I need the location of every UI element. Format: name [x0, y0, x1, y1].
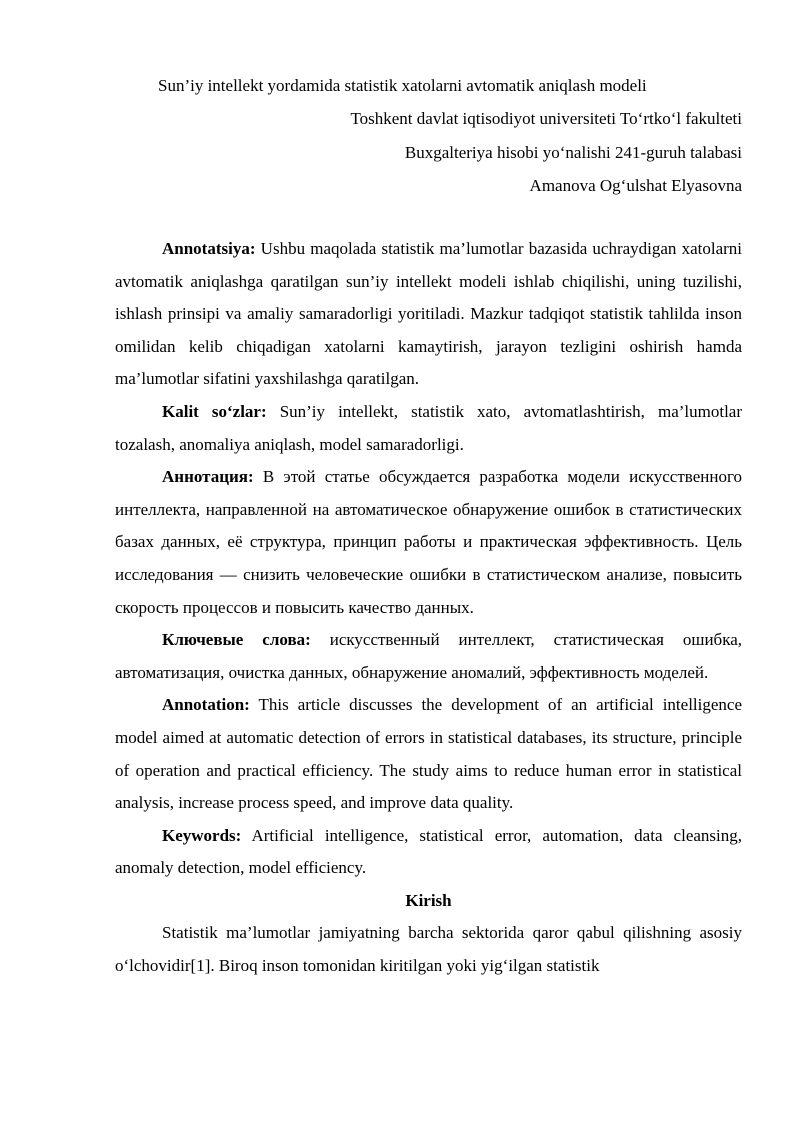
abstract-ru-label: Аннотация:: [162, 467, 254, 487]
abstract-en-text: This article discusses the development of an artificial intelligence model aimed at automatic detection of errors in statistical databases, its structure, principle of operation and practical efficiency. The study aims to reduce human error in statistical analysis, increase process speed, and improve data quality.: [115, 695, 742, 813]
keywords-ru-text: искусственный интеллект, статистическая ошибка, автоматизация, очистка данных, обнаружение аномалий, эффективность моделей.: [115, 630, 742, 682]
keywords-uz: [115, 396, 742, 461]
paper-title: Sun’iy intellekt yordamida statistik xatolarni avtomatik aniqlash modeli: [158, 76, 647, 95]
intro-paragraph: Statistik ma’lumotlar jamiyatning barcha sektorida qaror qabul qilishning asosiy o‘lchovidir[1]. Biroq inson tomonidan kiritilgan yoki yig‘ilgan statistik: [115, 923, 742, 976]
abstract-en: [115, 689, 742, 819]
abstract-en-label: Annotation:: [162, 695, 250, 715]
abstract-ru: [115, 461, 742, 624]
keywords-ru: [115, 624, 742, 689]
author-affiliation: Toshkent davlat iqtisodiyot universiteti To‘rtko‘l fakulteti: [350, 109, 742, 128]
abstract-uz-label: Annotatsiya:: [162, 239, 256, 258]
abstract-uz: [115, 233, 742, 396]
abstract-ru-text: В этой статье обсуждается разработка модели искусственного интеллекта, направленной на автоматическое обнаружение ошибок в статистических базах данных, её структура, принцип работы и практическая эффективность. Цель исследования — снизить человеческие ошибки в статистическом анализе, повысить скорость процессов и повысить качество данных.: [115, 467, 742, 617]
keywords-ru-label: Ключевые слова:: [162, 630, 311, 650]
section-heading-intro: Kirish: [405, 890, 452, 910]
keywords-uz-text: Sun’iy intellekt, statistik xato, avtomatlashtirish, ma’lumotlar tozalash, anomaliya aniqlash, model samaradorligi.: [115, 401, 742, 454]
paper-body: [115, 233, 742, 983]
keywords-en-label: Keywords:: [162, 825, 242, 845]
keywords-en-text: Artificial intelligence, statistical error, automation, data cleansing, anomaly detection, model efficiency.: [115, 825, 742, 878]
author-name: Amanova Og‘ulshat Elyasovna: [529, 176, 742, 195]
abstract-uz-text: Ushbu maqolada statistik ma’lumotlar bazasida uchraydigan xatolarni avtomatik aniqlashga qaratilgan sun’iy intellekt modeli ishlab chiqilishi, uning tuzilishi, ishlash prinsipi va amaliy samaradorligi yoritiladi. Mazkur tadqiqot statistik tahlilda inson omilidan kelib chiqadigan xatolarni kamaytirish, jarayon tezligini oshirish hamda ma’lumotlar sifatini yaxshilashga qaratilgan.: [115, 239, 742, 389]
author-group: Buxgalteriya hisobi yo‘nalishi 241-guruh talabasi: [404, 143, 742, 162]
keywords-uz-label: Kalit so‘zlar:: [162, 401, 267, 421]
keywords-en: [115, 820, 742, 885]
